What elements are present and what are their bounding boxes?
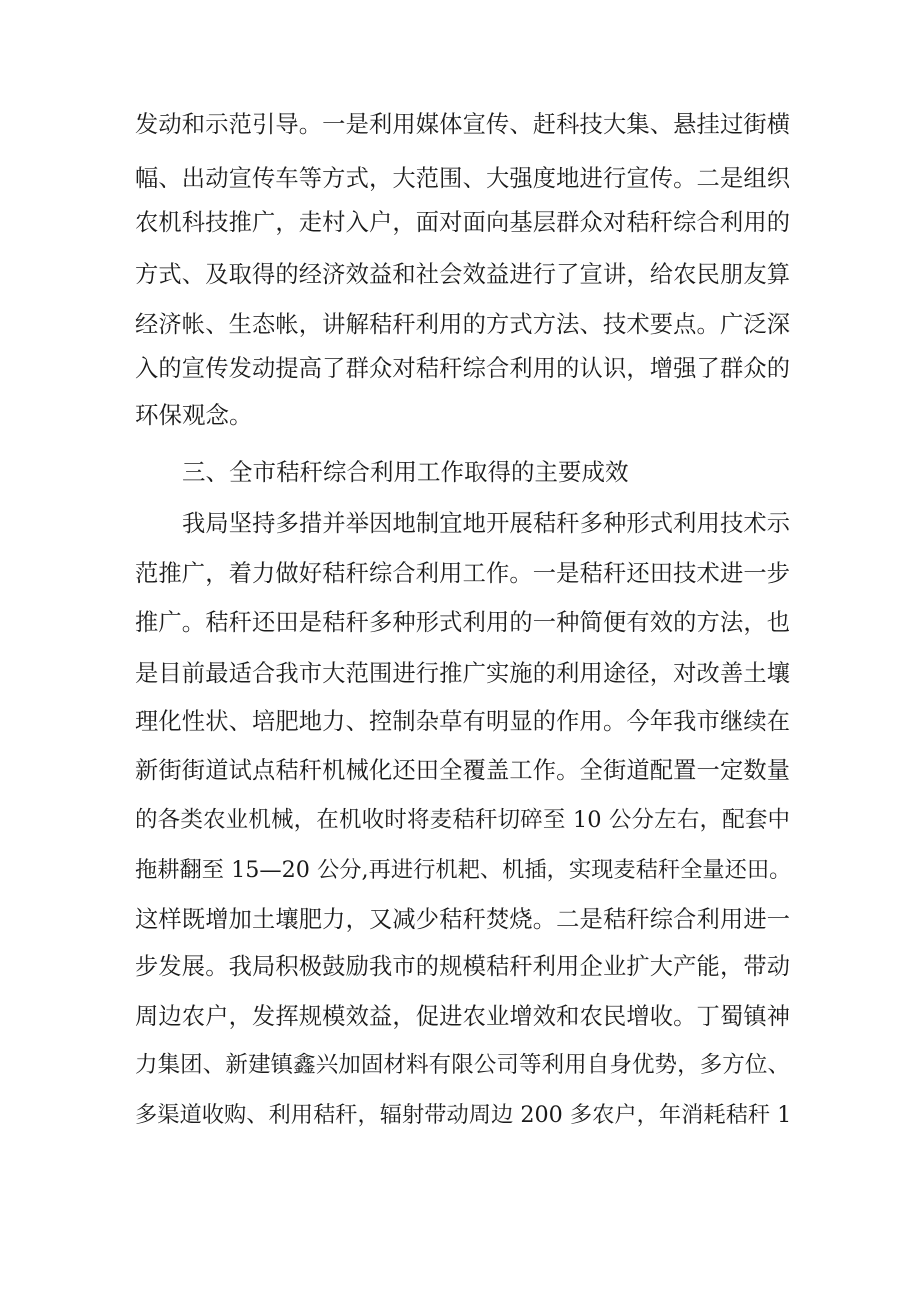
paragraph-line: 入的宣传发动提高了群众对秸秆综合利用的认识，增强了群众的 (135, 355, 790, 382)
paragraph-line: 的各类农业机械，在机收时将麦秸秆切碎至 10 公分左右，配套中 (135, 807, 790, 833)
section-heading: 三、全市秸秆综合利用工作取得的主要成效 (182, 458, 629, 486)
paragraph-line: 环保观念。 (135, 401, 253, 429)
paragraph-line: 多渠道收购、利用秸秆，辐射带动周边 200 多农户，年消耗秸秆 1 (135, 1102, 792, 1128)
paragraph-line: 农机科技推广，走村入户，面对面向基层群众对秸秆综合利用的 (135, 209, 790, 236)
paragraph-line: 理化性状、培肥地力、控制杂草有明显的作用。今年我市继续在 (135, 708, 790, 735)
paragraph-line: 拖耕翻至 15—20 公分,再进行机耙、机插，实现麦秸秆全量还田。 (135, 857, 792, 883)
paragraph-line: 范推广，着力做好秸秆综合利用工作。一是秸秆还田技术进一步 (135, 560, 790, 587)
paragraph-line: 新街街道试点秸秆机械化还田全覆盖工作。全街道配置一定数量 (135, 757, 790, 784)
paragraph-line: 这样既增加土壤肥力，又减少秸秆焚烧。二是秸秆综合利用进一 (135, 906, 790, 933)
paragraph-line: 力集团、新建镇鑫兴加固材料有限公司等利用自身优势，多方位、 (135, 1052, 790, 1078)
paragraph-line: 步发展。我局积极鼓励我市的规模秸秆利用企业扩大产能，带动 (135, 953, 790, 980)
paragraph-line: 推广。秸秆还田是秸秆多种形式利用的一种简便有效的方法，也 (135, 609, 790, 636)
paragraph-line: 周边农户，发挥规模效益，促进农业增效和农民增收。丁蜀镇神 (135, 1003, 790, 1030)
paragraph-line: 经济帐、生态帐，讲解秸秆利用的方式方法、技术要点。广泛深 (135, 311, 790, 338)
paragraph-line: 方式、及取得的经济效益和社会效益进行了宣讲，给农民朋友算 (135, 261, 790, 288)
paragraph-line: 我局坚持多措并举因地制宜地开展秸秆多种形式利用技术示 (182, 510, 790, 537)
paragraph-line: 发动和示范引导。一是利用媒体宣传、赶科技大集、悬挂过街横 (135, 111, 790, 138)
paragraph-line: 幅、出动宣传车等方式，大范围、大强度地进行宣传。二是组织 (135, 165, 790, 192)
paragraph-line: 是目前最适合我市大范围进行推广实施的利用途径，对改善土壤 (135, 660, 790, 687)
